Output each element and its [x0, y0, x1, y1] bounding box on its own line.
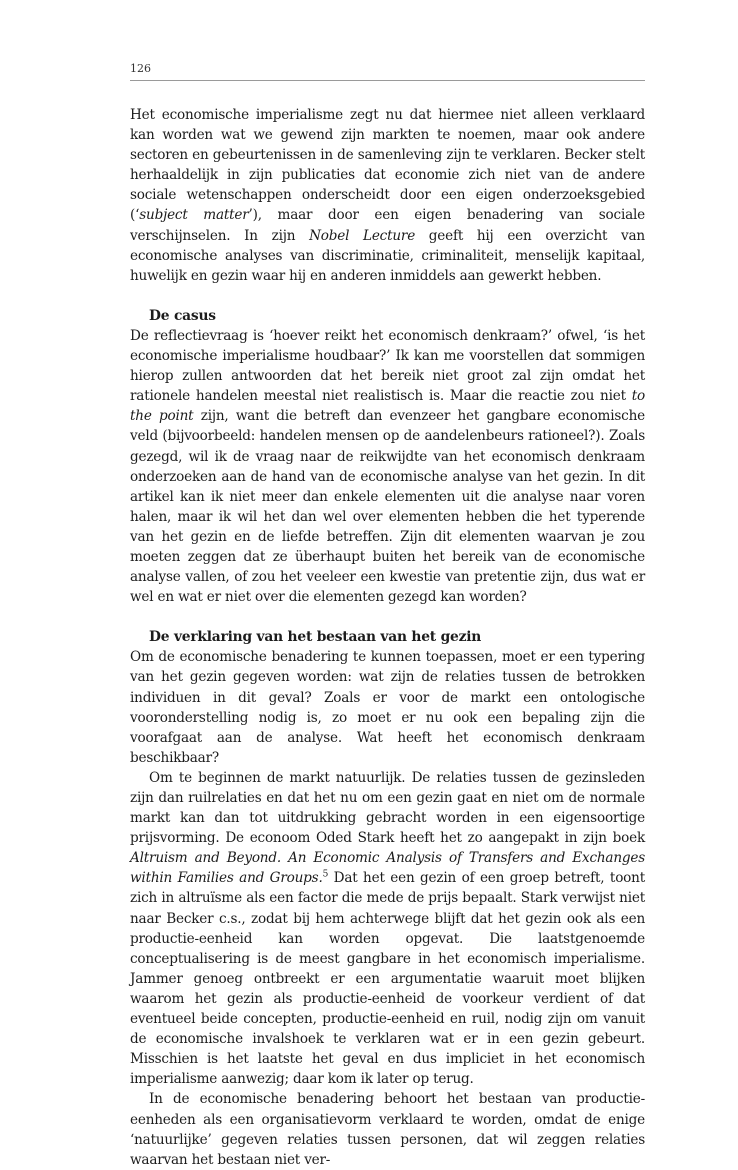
paragraph: Het economische imperialisme zegt nu dat hiermee niet alleen verklaard kan worden wat we gewend zijn markten te noemen, maar ook andere sectoren en gebeurtenissen in de samenleving zijn te verklaren. Becker stelt herhaaldelijk in zijn publicaties dat economie zich niet van de andere sociale wetenschappen onderscheidt door een eigen onderzoeksgebied (‘subject matter’), maar door een eigen benadering van sociale verschijnselen. In zijn Nobel Lecture geeft hij een overzicht van economische analyses van discriminatie, criminaliteit, menselijk kapitaal, huwelijk en gezin waar hij en anderen inmiddels aan gewerkt hebben.: [130, 107, 645, 284]
section-heading: De casus: [149, 307, 216, 324]
section-heading: De verklaring van het bestaan van het gezin: [149, 629, 482, 646]
paragraph: De reflectievraag is ‘hoever reikt het economisch denkraam?’ ofwel, ‘is het economische imperialisme houdbaar?’ Ik kan me voorstellen dat sommigen hierop zullen antwoorden dat het bereik niet groot zal zijn omdat het rationele handelen meestal niet realistisch is. Maar die reactie zou niet to the point zijn, want die betreft dan evenzeer het gangbare economische veld (bijvoorbeeld: handelen mensen op de aandelenbeurs rationeel?). Zoals gezegd, wil ik de vraag naar de reikwijdte van het economisch denkraam onderzoeken aan de hand van de economische analyse van het gezin. In dit artikel kan ik niet meer dan enkele elementen uit die analyse naar voren halen, maar ik wil het dan wel over elementen hebben die het typerende van het gezin en de liefde betreffen. Zijn dit elementen waarvan je zou moeten zeggen dat ze überhaupt buiten het bereik van de economische analyse vallen, of zou het veeleer een kwestie van pretentie zijn, dus wat er wel en wat er niet over die elementen gezegd kan worden?: [130, 327, 645, 606]
paragraph: In de economische benadering behoort het bestaan van productie-eenheden als een organisatievorm verklaard te worden, omdat de enige ‘natuurlijke’ gegeven relaties tussen personen, dat wil zeggen relaties waarvan het bestaan niet ver-: [130, 1091, 645, 1168]
paragraph: Om te beginnen de markt natuurlijk. De relaties tussen de gezinsleden zijn dan ruilrelaties en dat het nu om een gezin gaat en niet om de normale markt kan dan tot uitdrukking gebracht worden in een eigensoortige prijsvorming. De econoom Oded Stark heeft het zo aangepakt in zijn boek Altruism and Beyond. An Economic Analysis of Transfers and Exchanges within Families and Groups.$^5$ Dat het een gezin of een groep betreft, toont zich in altruïsme als een factor die mede de prijs bepaalt. Stark verwijst niet naar Becker c.s., zodat bij hem achterwege blijft dat het gezin ook als een productie-eenheid kan worden opgevat. Die laatstgenoemde conceptualisering is de meest gangbare in het economisch imperialisme. Jammer genoeg ontbreekt er een argumentatie waaruit moet blijken waarom het gezin als productie-eenheid de voorkeur verdient of dat eventueel beide concepten, productie-eenheid en ruil, nodig zijn om vanuit de economische invalshoek te verklaren wat er in een gezin gebeurt. Misschien is het laatste het geval en dus impliciet in het economisch imperialisme aanwezig; daar kom ik later op terug.: [130, 769, 645, 1088]
footnote-marker: 5: [322, 869, 329, 880]
page-body: [130, 105, 645, 1170]
page-number: 126: [130, 62, 151, 75]
header-rule: [130, 80, 645, 81]
paragraph: Om de economische benadering te kunnen toepassen, moet er een typering van het gezin gegeven worden: wat zijn de relaties tussen de betrokken individuen in dit geval? Zoals er voor de markt een ontologische vooronderstelling nodig is, zo moet er nu ook een bepaling zijn die voorafgaat aan de analyse. Wat heeft het economisch denkraam beschikbaar?: [130, 649, 645, 766]
